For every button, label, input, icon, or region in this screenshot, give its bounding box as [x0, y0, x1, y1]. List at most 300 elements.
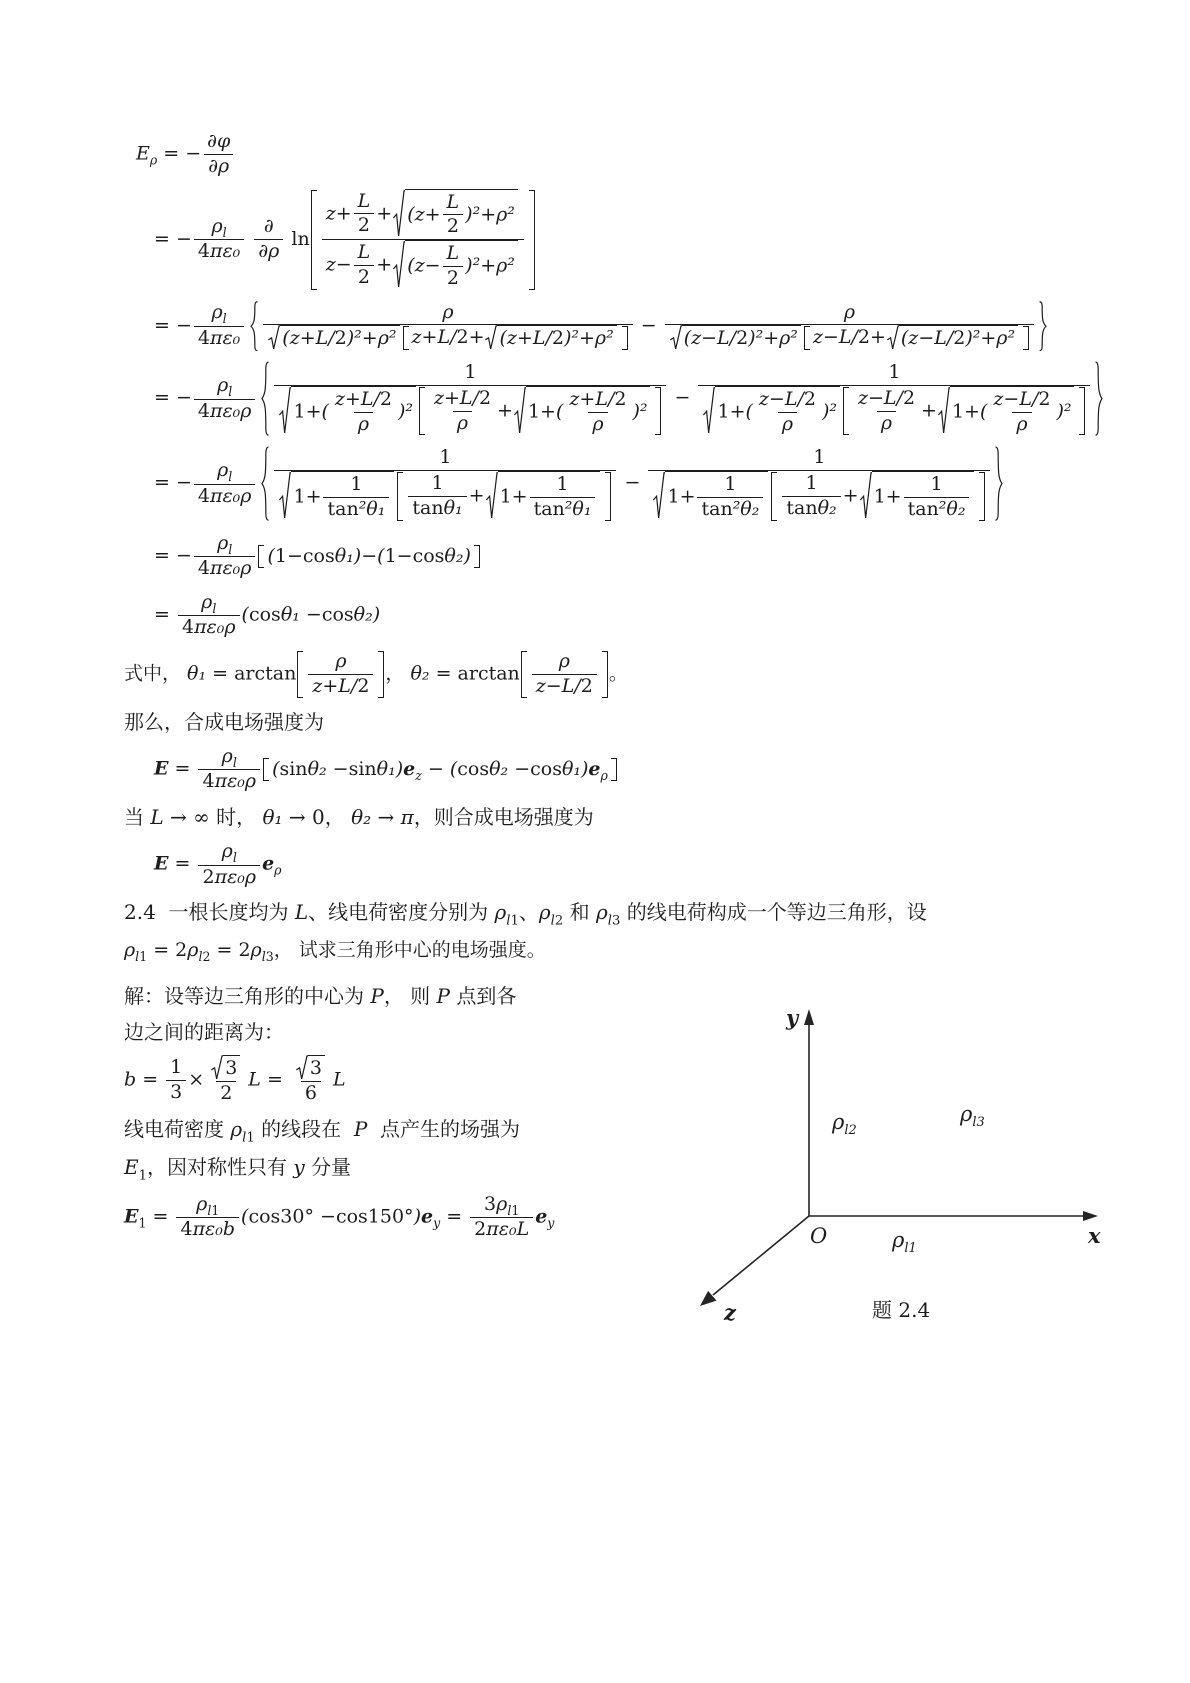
- text-run: 2: [953, 327, 966, 350]
- text-run: l: [507, 1202, 512, 1218]
- origin-label: O: [810, 1224, 828, 1249]
- text-run: +: [305, 485, 322, 508]
- upright-text: [336, 1205, 368, 1227]
- upright-text: [124, 1020, 284, 1044]
- upright-text: [279, 758, 307, 780]
- text-run: = −: [154, 544, 192, 567]
- text-run: )²+ρ²: [346, 327, 397, 350]
- text-run: )²: [632, 400, 648, 422]
- text-run: P: [353, 1116, 380, 1141]
- denominator: [194, 556, 256, 581]
- text-run: 3: [309, 1057, 322, 1080]
- sqrt: [703, 386, 841, 437]
- x-axis-label: x: [1088, 1223, 1101, 1249]
- text-run: 1: [170, 1056, 183, 1079]
- text-run: ∂ρ: [208, 154, 230, 177]
- equation-line: [154, 189, 1164, 291]
- numerator: [218, 745, 241, 770]
- sqrt: [268, 325, 400, 351]
- subscript: [262, 949, 274, 964]
- text-run: ρ: [201, 590, 213, 613]
- numerator: [354, 190, 375, 214]
- text-run: 2: [803, 387, 816, 410]
- text-run: θ₁)−(: [334, 544, 385, 567]
- text-run: ∂: [263, 215, 274, 238]
- text-run: L =: [248, 1068, 289, 1091]
- upright-text: [786, 497, 817, 519]
- upright-text: [385, 662, 410, 684]
- text-run: b =: [124, 1068, 165, 1091]
- text-run: θ₂ → π: [351, 804, 414, 829]
- text-run: )²: [397, 400, 413, 422]
- denominator: [323, 497, 389, 522]
- text-run: 1: [274, 544, 287, 567]
- text-run: 1: [139, 948, 148, 964]
- denominator: [453, 411, 472, 436]
- text-run: l: [212, 600, 217, 616]
- text-run: −: [313, 1205, 336, 1228]
- text-run: 解：设等边三角形的中心为: [124, 984, 371, 1009]
- equation-line: [154, 532, 1164, 581]
- upright-text: [216, 805, 262, 829]
- denominator: [194, 484, 256, 509]
- sqrt-content: [526, 386, 651, 437]
- text-run: ρ: [124, 938, 136, 961]
- fraction: [176, 1193, 239, 1242]
- text-run: 2: [446, 266, 459, 289]
- text-run: +(: [964, 400, 988, 422]
- numerator: [755, 388, 820, 412]
- text-run: l: [228, 541, 233, 557]
- text-run: 1: [293, 485, 306, 508]
- fraction: [443, 191, 464, 240]
- denominator: [778, 412, 797, 437]
- text-run: 的线段在: [261, 1116, 354, 1141]
- upright-text: [291, 228, 309, 250]
- text-run: ln: [291, 227, 310, 250]
- text-run: L → ∞: [150, 804, 217, 829]
- numerator: [884, 361, 904, 385]
- text-paragraph: [124, 804, 1164, 830]
- fraction: [194, 301, 244, 350]
- equation-line: [154, 446, 1164, 521]
- equation-line: [154, 361, 1164, 436]
- text-run: +(: [305, 400, 329, 422]
- text-run: (z+L/: [282, 327, 335, 350]
- right-brace: [995, 446, 1005, 521]
- denominator: [194, 239, 244, 264]
- fraction: [470, 1193, 533, 1242]
- text-run: ²θ₂: [732, 497, 760, 520]
- text-run: y: [293, 1155, 312, 1180]
- denominator: [194, 326, 244, 351]
- text-run: θ₁ −: [280, 603, 322, 626]
- text-run: l: [242, 1130, 247, 1146]
- figure-caption: 题 2.4: [872, 1298, 931, 1323]
- sqrt: [393, 240, 519, 291]
- text-run: )²+ρ²: [748, 327, 798, 350]
- bracket-content: [270, 757, 610, 783]
- text-run: ∂ρ: [258, 240, 280, 262]
- text-run: 、线电荷密度分别为: [308, 900, 495, 925]
- text-run: 点产生的场强为: [379, 1116, 520, 1141]
- text-run: (z−L/: [683, 327, 737, 350]
- text-run: z−: [325, 253, 352, 276]
- sqrt-content: [872, 471, 975, 522]
- text-run: l: [232, 849, 237, 865]
- upright-text: [147, 1155, 293, 1179]
- text-run: 1: [293, 400, 306, 422]
- text-run: 2: [551, 327, 564, 350]
- fraction: [166, 1056, 186, 1105]
- left-bracket: [297, 651, 303, 698]
- upright-text: [413, 545, 445, 567]
- sqrt-content: [682, 325, 801, 351]
- text-run: =: [210, 938, 239, 961]
- text-run: ρ: [187, 938, 199, 961]
- text-run: 一根长度均为: [155, 900, 295, 925]
- text-run: tan: [533, 497, 565, 520]
- denominator: [532, 674, 597, 699]
- text-run: +(: [540, 400, 564, 422]
- text-run: πε₀ρ: [214, 770, 257, 793]
- upright-text: [701, 498, 732, 520]
- bracket-content: [528, 650, 601, 699]
- sqrt-content: [899, 325, 1018, 351]
- bracket-content: [850, 386, 1078, 437]
- text-run: θ₂ −: [307, 757, 349, 780]
- bold-symbol: [421, 1205, 433, 1227]
- fraction: [331, 388, 396, 437]
- text-run: (z−: [407, 254, 441, 277]
- left-brace: [259, 446, 269, 521]
- upright-text: [384, 984, 437, 1008]
- right-bracket: [622, 326, 628, 350]
- numerator: [809, 446, 829, 470]
- fraction: [178, 591, 240, 640]
- right-bracket: [529, 190, 535, 290]
- sqrt-content: [405, 189, 518, 240]
- text-run: πε₀ρ: [209, 399, 252, 422]
- text-run: +: [497, 399, 513, 421]
- sqrt: [485, 325, 617, 351]
- denominator: [782, 496, 840, 521]
- text-run: 2: [202, 865, 215, 888]
- sqrt: [887, 325, 1019, 351]
- text-run: 时，: [216, 804, 263, 829]
- subscript: [223, 311, 227, 326]
- text-run: 2: [580, 674, 593, 697]
- sqrt-content: [280, 325, 399, 351]
- numerator: [854, 387, 919, 411]
- text-run: +: [468, 484, 485, 507]
- text-run: 1: [511, 1202, 520, 1218]
- upright-text: [124, 805, 150, 829]
- text-run: ρ: [592, 412, 604, 435]
- equation-line: [154, 745, 1164, 794]
- text-run: cos: [335, 1205, 368, 1228]
- bracket-group: [297, 650, 384, 699]
- upright-text: [249, 603, 281, 625]
- equation-line: [124, 1055, 672, 1106]
- upright-text: [908, 498, 939, 520]
- numerator: [322, 189, 524, 240]
- text-run: (: [241, 603, 249, 626]
- text-run: πε₀ρ: [194, 616, 236, 639]
- text-run: P: [436, 984, 457, 1009]
- text-run: z−L/: [535, 674, 581, 697]
- denominator: [198, 865, 260, 890]
- fraction: [854, 387, 919, 436]
- text-run: z+: [325, 201, 352, 224]
- numerator: [555, 650, 574, 674]
- bracket-group: [843, 386, 1085, 437]
- text-run: e: [535, 1205, 548, 1228]
- denominator: [904, 497, 970, 522]
- figure-triangle-diagram: [672, 979, 1132, 1329]
- text-paragraph: [124, 1019, 672, 1045]
- text-run: πε₀L: [486, 1218, 530, 1241]
- text-run: cos: [412, 544, 445, 567]
- text-run: ρ: [442, 300, 454, 323]
- fraction: [648, 446, 990, 521]
- upright-text: [124, 984, 370, 1008]
- text-run: ρ: [221, 839, 233, 862]
- fraction: [354, 241, 375, 290]
- denominator: [354, 265, 374, 290]
- text-run: ，: [324, 804, 352, 829]
- text-run: l: [207, 1202, 212, 1218]
- y-axis-label: y: [786, 1005, 799, 1031]
- text-run: E: [136, 142, 150, 165]
- text-run: ρ: [596, 900, 608, 925]
- text-run: ²θ₁: [358, 497, 386, 520]
- fraction: [263, 301, 632, 352]
- text-run: 1: [431, 472, 444, 494]
- text-run: = −: [154, 227, 192, 250]
- text-run: y: [433, 1215, 441, 1231]
- text-run: 1: [930, 473, 943, 495]
- subscript: [223, 225, 227, 240]
- denominator: [648, 470, 990, 522]
- right-bracket: [474, 545, 480, 568]
- upright-text: [519, 900, 539, 924]
- text-run: 边之间的距离为：: [124, 1020, 284, 1045]
- left-bracket: [771, 472, 777, 521]
- text-run: ²θ₂: [938, 497, 966, 520]
- numerator: [438, 301, 457, 325]
- subscript: [415, 768, 422, 783]
- text-run: L: [446, 242, 460, 264]
- upright-text: [570, 900, 596, 924]
- text-run: L: [357, 189, 371, 212]
- text-run: =: [147, 938, 176, 961]
- text-run: 1: [499, 485, 512, 508]
- text-run: 1: [873, 485, 886, 508]
- text-run: ρ: [781, 412, 794, 435]
- numerator: [331, 650, 350, 674]
- text-run: E: [154, 757, 169, 780]
- fraction: [254, 215, 283, 264]
- text-run: +: [679, 485, 696, 508]
- text-run: z+L/: [433, 386, 479, 409]
- text-run: θ₂ =: [410, 662, 458, 685]
- text-run: − (: [421, 757, 458, 780]
- text-run: 2: [357, 214, 371, 237]
- text-run: l: [607, 913, 612, 929]
- denominator: [698, 385, 1090, 437]
- bracket-content: [265, 544, 472, 569]
- text-run: ρ: [496, 1192, 508, 1215]
- denominator: [665, 324, 1034, 351]
- text-run: +: [842, 484, 859, 507]
- z-axis-label: z: [724, 1300, 736, 1326]
- denominator: [322, 239, 524, 291]
- text-run: 1: [813, 446, 826, 469]
- denominator: [408, 496, 466, 521]
- equation-line: [154, 301, 1164, 352]
- upright-text: [308, 900, 494, 924]
- text-run: ρ: [211, 301, 223, 324]
- text-run: 1: [556, 473, 569, 495]
- denominator: [198, 769, 260, 794]
- numerator: [260, 215, 278, 239]
- text-run: 2: [334, 327, 347, 350]
- fraction: [198, 840, 260, 889]
- text-run: cos: [248, 1205, 281, 1228]
- upright-text: [414, 805, 594, 829]
- upright-text: [627, 900, 927, 924]
- denominator: [697, 497, 763, 522]
- fraction: [274, 361, 666, 436]
- text-run: = −: [154, 386, 192, 409]
- text-run: )²+ρ²: [965, 327, 1016, 350]
- sqrt-content: [715, 386, 840, 437]
- numerator: [203, 130, 234, 154]
- text-run: 2: [554, 913, 564, 929]
- text-run: (z−L/: [900, 327, 954, 350]
- subscript: [551, 914, 564, 929]
- upright-text: [534, 498, 565, 520]
- upright-text: [458, 662, 520, 684]
- upright-text: [349, 758, 377, 780]
- text-run: 3: [484, 1192, 497, 1215]
- text-run: l: [135, 948, 140, 964]
- text-run: z+L/: [569, 387, 615, 410]
- text-run: 点到各: [456, 984, 517, 1009]
- text-run: 2: [446, 215, 459, 238]
- denominator: [530, 497, 596, 522]
- right-bracket: [378, 651, 384, 698]
- subscript: [139, 1169, 147, 1184]
- fraction: [308, 650, 373, 699]
- text-run: +: [511, 485, 528, 508]
- numerator: [291, 1055, 331, 1081]
- text-run: ， 试求三角形中心的电场强度。: [273, 938, 546, 961]
- text-run: l: [506, 913, 511, 929]
- numerator: [208, 215, 231, 240]
- text-run: ρ: [217, 459, 229, 482]
- text-run: (: [241, 1205, 249, 1228]
- fraction: [323, 473, 389, 522]
- bracket-content: [811, 325, 1022, 351]
- left-bracket: [311, 190, 317, 290]
- fraction: [697, 473, 763, 522]
- text-run: 1: [724, 473, 737, 495]
- text-run: P: [370, 984, 384, 1009]
- upright-text: [124, 662, 187, 684]
- equation-line: [136, 130, 1164, 179]
- equation-line: [154, 591, 1164, 640]
- bold-symbol: [535, 1205, 547, 1227]
- text-run: θ₁: [443, 496, 463, 519]
- text-run: 式中，: [124, 662, 188, 685]
- z-axis: [713, 1216, 809, 1295]
- text-run: l: [550, 913, 555, 929]
- fraction: [194, 459, 256, 508]
- left-bracket: [804, 326, 810, 350]
- denominator: [354, 213, 374, 238]
- text-run: 4: [181, 616, 195, 639]
- text-run: )²: [821, 400, 837, 422]
- fraction: [194, 374, 256, 423]
- denominator: [877, 411, 896, 436]
- text-run: 1: [138, 1215, 147, 1231]
- text-run: πε₀: [209, 326, 241, 349]
- left-bracket: [258, 545, 264, 568]
- bracket-group: [397, 471, 611, 522]
- text-run: z−L/: [857, 386, 903, 409]
- denominator: [308, 674, 373, 699]
- subscript: [135, 949, 147, 964]
- text-run: 2: [238, 938, 251, 961]
- text-run: 2: [175, 938, 188, 961]
- fraction: [532, 650, 597, 699]
- text-run: 分量: [311, 1155, 352, 1180]
- text-run: ρ: [217, 531, 229, 554]
- equation-line: [154, 840, 1164, 889]
- text-run: 2: [736, 327, 749, 350]
- text-run: πε₀ρ: [214, 865, 257, 888]
- text-run: l: [232, 754, 237, 770]
- numerator: [192, 1193, 223, 1218]
- numerator: [346, 473, 366, 497]
- text-run: θ₂): [444, 544, 471, 567]
- sqrt-content: [665, 471, 768, 522]
- subscript: [601, 768, 608, 783]
- text-run: 2: [456, 326, 469, 349]
- text-run: 、: [518, 900, 539, 925]
- numerator: [460, 361, 480, 385]
- text-run: (z+: [407, 202, 441, 225]
- text-run: L: [446, 190, 460, 213]
- left-bracket: [521, 651, 527, 698]
- numerator: [565, 388, 630, 412]
- text-run: ρ: [1016, 412, 1028, 435]
- subscript: [228, 542, 232, 557]
- subscript: [242, 1130, 255, 1145]
- text-run: z+L/: [334, 387, 380, 410]
- text-run: )²+ρ²: [563, 327, 614, 350]
- upright-text: [234, 662, 296, 684]
- text-run: ×: [188, 1068, 205, 1091]
- denominator: [216, 1081, 236, 1106]
- text-run: l: [222, 311, 227, 327]
- text-run: L: [333, 1068, 346, 1091]
- text-run: ρ: [357, 412, 370, 435]
- text-run: = −: [154, 471, 192, 494]
- text-run: (z+L/: [499, 327, 552, 350]
